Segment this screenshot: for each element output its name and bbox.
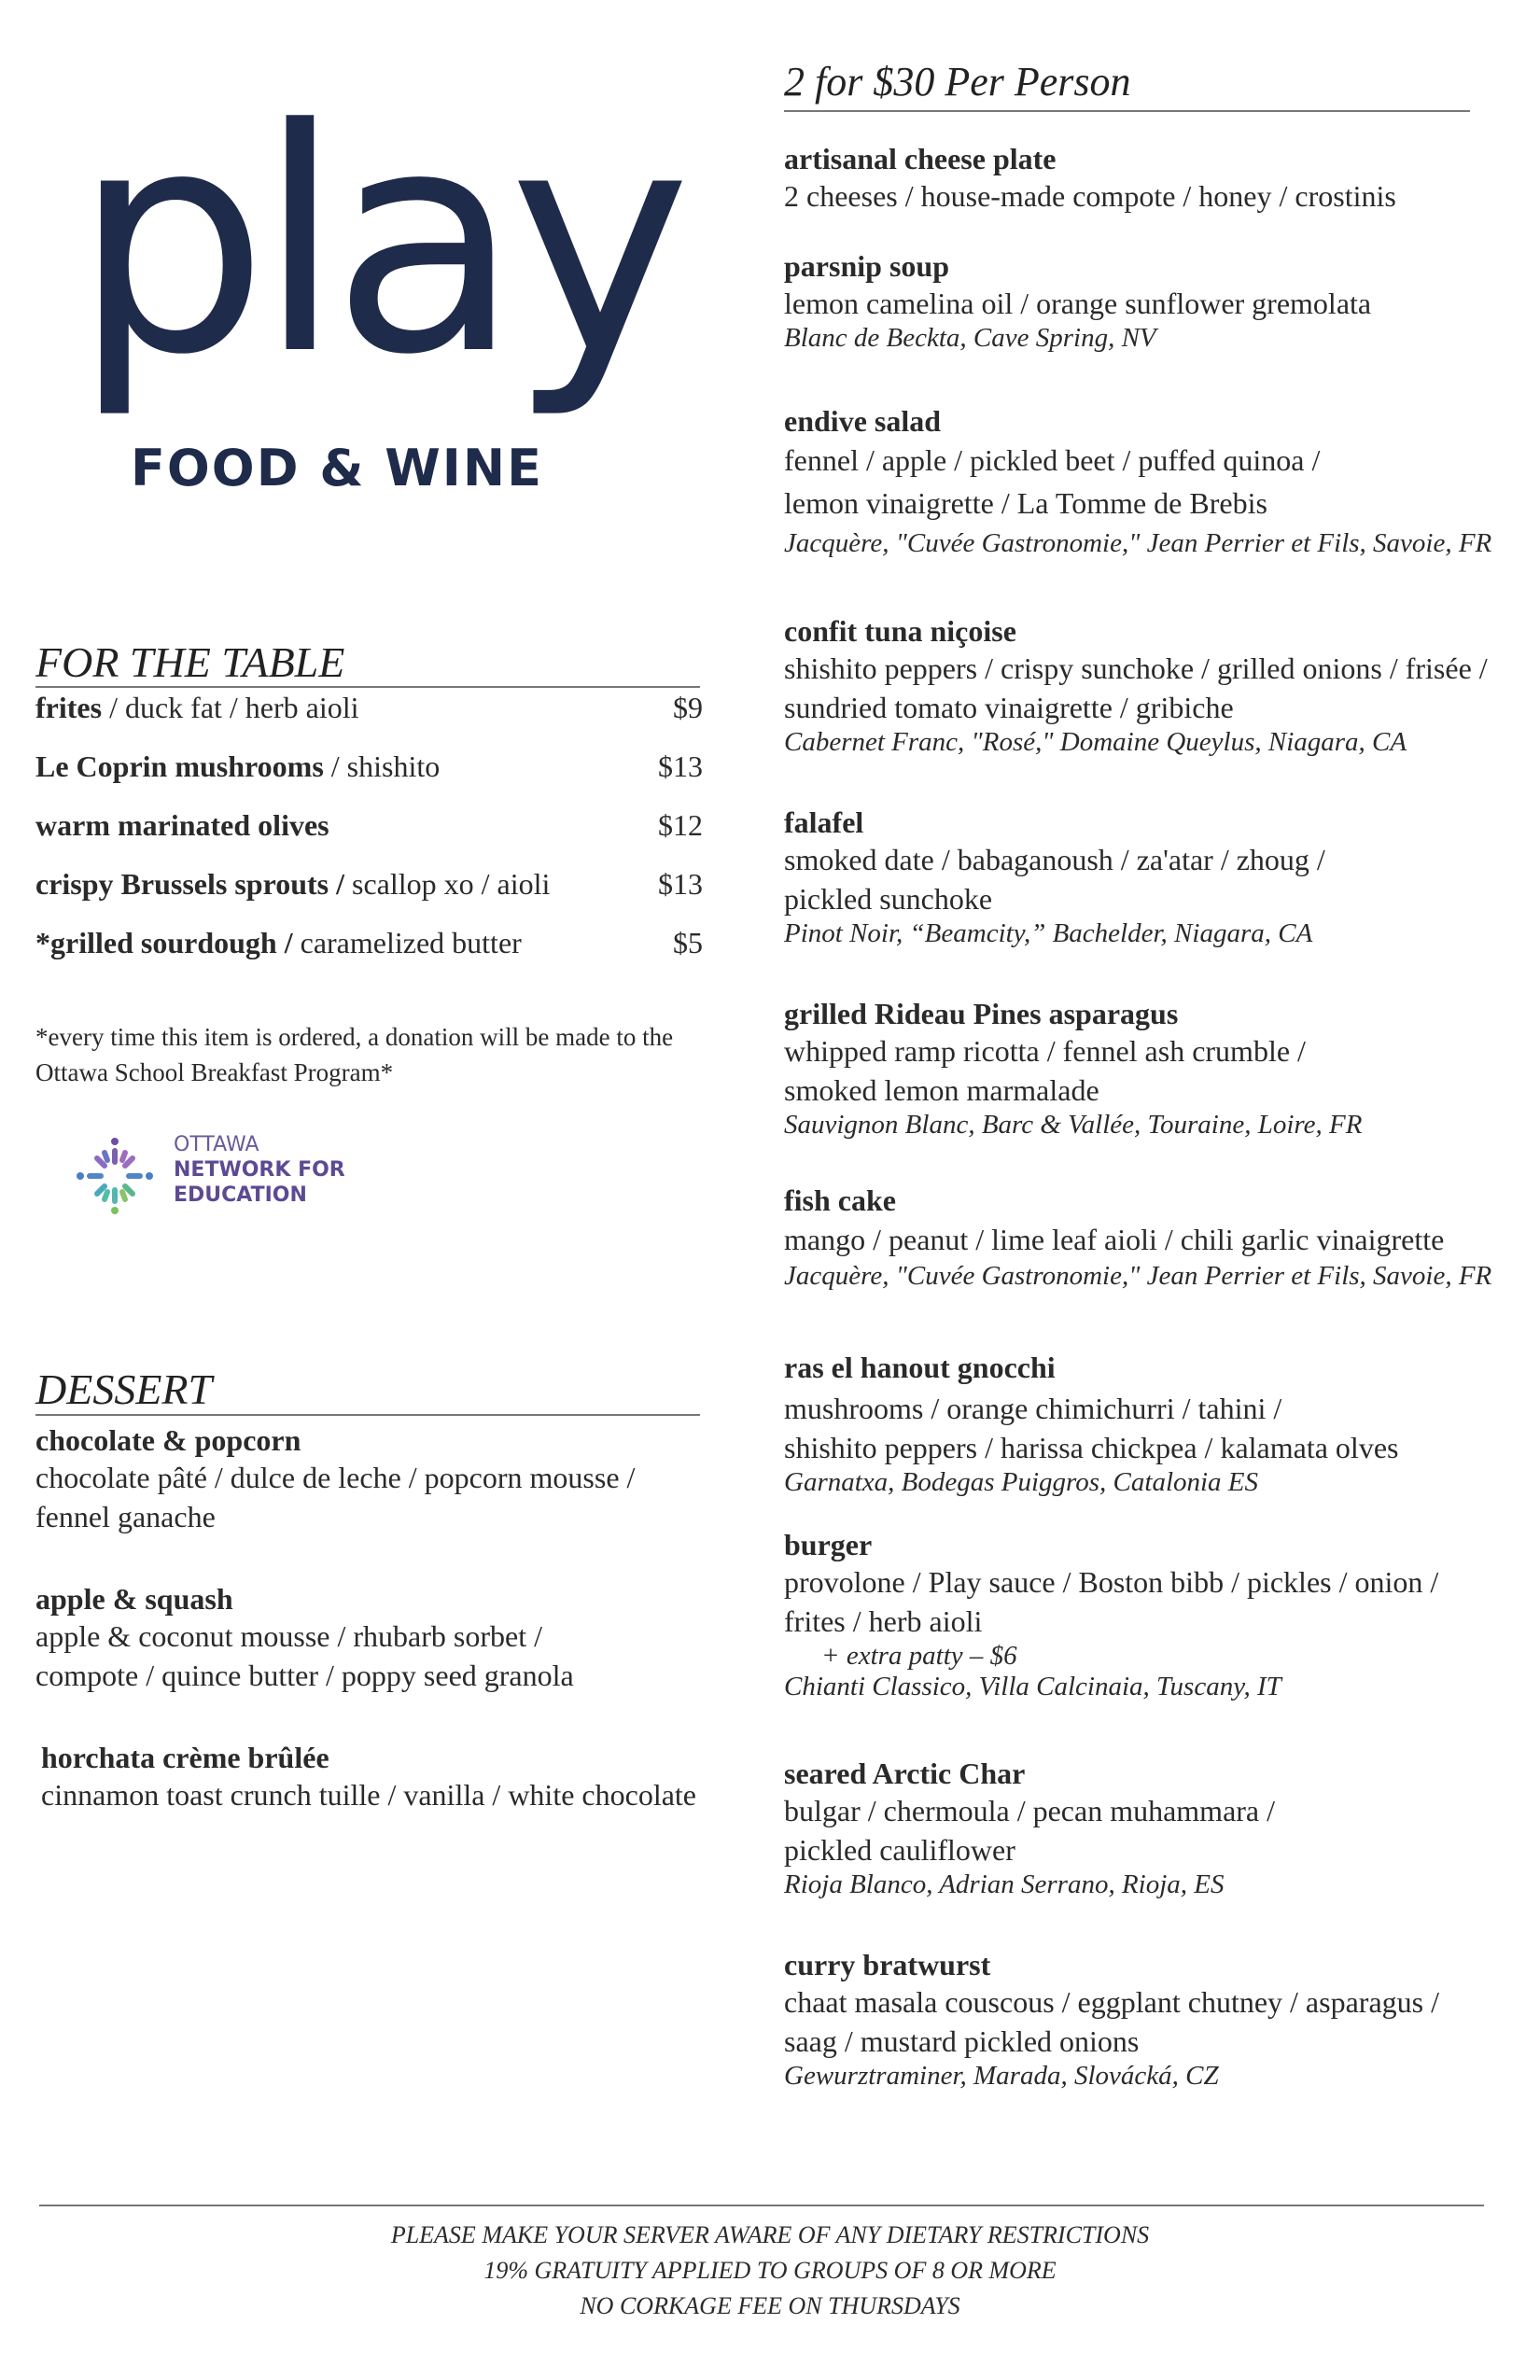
dessert-item <box>41 1741 750 1814</box>
partner-logo <box>63 1125 371 1227</box>
wine-pairing: Blanc de Beckta, Cave Spring, NV <box>784 323 1156 353</box>
partner-logo-line: OTTAWA <box>174 1133 259 1156</box>
dish-name: artisanal cheese plate <box>784 142 1057 175</box>
wine-pairing: Pinot Noir, “Beamcity,” Bachelder, Niagara, CA <box>784 918 1313 948</box>
section-divider <box>35 686 700 688</box>
dish-desc: shishito peppers / crispy sunchoke / grilled onions / frisée / <box>784 651 1488 685</box>
menu-item <box>784 614 1521 758</box>
dish-desc: chaat masala couscous / eggplant chutney / asparagus / <box>784 1985 1439 2019</box>
dessert-item <box>35 1582 745 1695</box>
dish-desc: shishito peppers / harissa chickpea / kalamata olves <box>784 1431 1399 1464</box>
dish-desc: frites / herb aioli <box>784 1604 983 1638</box>
dish-name: grilled Rideau Pines asparagus <box>784 997 1179 1030</box>
dessert-item <box>35 1423 745 1536</box>
dish-desc: mushrooms / orange chimichurri / tahini / <box>784 1392 1282 1425</box>
partner-logo-line: EDUCATION <box>174 1183 307 1207</box>
restaurant-logo: play <box>73 63 680 422</box>
menu-item <box>784 1528 1521 1702</box>
list-item <box>35 867 703 902</box>
item-name: frites <box>35 691 103 724</box>
menu-item <box>784 997 1521 1141</box>
footer-divider <box>39 2205 1484 2206</box>
item-price: $5 <box>673 926 703 959</box>
item-desc: / shishito <box>323 749 441 783</box>
menu-item <box>784 142 1521 216</box>
dish-name: confit tuna niçoise <box>784 614 1016 648</box>
item-price: $13 <box>658 867 703 901</box>
menu-item <box>784 249 1521 354</box>
dish-desc: apple & coconut mousse / rhubarb sorbet / <box>35 1619 542 1653</box>
dish-name: endive salad <box>784 404 942 438</box>
restaurant-logo-tagline: FOOD & WINE <box>131 439 543 497</box>
dish-name: horchata crème brûlée <box>41 1741 329 1774</box>
burst-icon <box>63 1125 166 1227</box>
item-desc: caramelized butter <box>292 926 522 959</box>
wine-pairing: Rioja Blanco, Adrian Serrano, Rioja, ES <box>784 1869 1225 1899</box>
dish-name: apple & squash <box>35 1582 233 1616</box>
dish-desc: mango / peanut / lime leaf aioli / chili garlic vinaigrette <box>784 1223 1445 1256</box>
dish-desc: compote / quince butter / poppy seed granola <box>35 1659 574 1692</box>
wine-pairing: Chianti Classico, Villa Calcinaia, Tuscany, IT <box>784 1672 1281 1701</box>
item-price: $9 <box>673 691 703 724</box>
footer-line: 19% GRATUITY APPLIED TO GROUPS OF 8 OR MORE <box>483 2257 1057 2284</box>
title-divider <box>784 110 1470 112</box>
extra-patty-addon: + extra patty – $6 <box>821 1641 1017 1671</box>
wine-pairing: Garnatxa, Bodegas Puiggros, Catalonia ES <box>784 1467 1259 1497</box>
item-desc: / duck fat / herb aioli <box>102 691 359 724</box>
list-item <box>35 808 703 843</box>
list-item <box>35 749 703 784</box>
list-item <box>35 691 703 725</box>
dish-desc: pickled sunchoke <box>784 882 993 916</box>
item-desc: scallop xo / aioli <box>344 867 551 901</box>
wine-pairing: Cabernet Franc, "Rosé," Domaine Queylus, Niagara, CA <box>784 727 1407 757</box>
menu-item <box>784 1948 1521 2092</box>
dish-desc: lemon camelina oil / orange sunflower gremolata <box>784 287 1372 320</box>
footer-line: NO CORKAGE FEE ON THURSDAYS <box>580 2292 960 2319</box>
item-name: Le Coprin mushrooms <box>35 749 324 783</box>
item-name: warm marinated olives <box>35 808 329 842</box>
menu-item <box>784 404 1521 559</box>
wine-pairing: Jacquère, "Cuvée Gastronomie," Jean Perrier et Fils, Savoie, FR <box>784 528 1492 558</box>
list-item <box>35 926 703 960</box>
dish-desc: smoked lemon marmalade <box>784 1073 1099 1107</box>
section-divider <box>35 1414 700 1416</box>
dish-name: chocolate & popcorn <box>35 1423 301 1457</box>
wine-pairing: Jacquère, "Cuvée Gastronomie," Jean Perrier et Fils, Savoie, FR <box>784 1261 1492 1291</box>
dish-name: ras el hanout gnocchi <box>784 1351 1056 1384</box>
dish-desc: pickled cauliflower <box>784 1833 1015 1867</box>
footer-line: PLEASE MAKE YOUR SERVER AWARE OF ANY DIETARY RESTRICTIONS <box>390 2221 1150 2248</box>
dish-desc: 2 cheeses / house-made compote / honey / crostinis <box>784 179 1396 213</box>
menu-item <box>784 1183 1521 1292</box>
dish-desc: saag / mustard pickled onions <box>784 2024 1140 2058</box>
dish-name: parsnip soup <box>784 249 949 283</box>
dish-desc: provolone / Play sauce / Boston bibb / pickles / onion / <box>784 1565 1439 1599</box>
menu-item <box>784 1351 1521 1498</box>
dish-desc: bulgar / chermoula / pecan muhammara / <box>784 1794 1276 1827</box>
dish-desc: whipped ramp ricotta / fennel ash crumble / <box>784 1034 1306 1068</box>
dish-name: seared Arctic Char <box>784 1757 1026 1790</box>
section-title-for-the-table: FOR THE TABLE <box>35 638 345 686</box>
dish-name: burger <box>784 1528 873 1561</box>
item-price: $12 <box>658 808 703 842</box>
dish-desc: smoked date / babaganoush / za'atar / zhoug / <box>784 843 1325 876</box>
dish-name: curry bratwurst <box>784 1948 991 1981</box>
dish-desc: chocolate pâté / dulce de leche / popcorn mousse / <box>35 1461 636 1494</box>
dish-desc: fennel / apple / pickled beet / puffed quinoa / <box>784 443 1321 477</box>
wine-pairing: Sauvignon Blanc, Barc & Vallée, Touraine, Loire, FR <box>784 1110 1363 1140</box>
wine-pairing: Gewurztraminer, Marada, Slovácká, CZ <box>784 2061 1219 2091</box>
donation-note: *every time this item is ordered, a donation will be made to the Ottawa School Breakfast Program* <box>35 1023 674 1086</box>
dish-desc: lemon vinaigrette / La Tomme de Brebis <box>784 486 1267 520</box>
dish-desc: sundried tomato vinaigrette / gribiche <box>784 691 1234 724</box>
page-title: 2 for $30 Per Person <box>784 59 1131 105</box>
item-name: *grilled sourdough / <box>35 926 293 959</box>
partner-logo-line: NETWORK FOR <box>174 1158 345 1182</box>
dish-name: falafel <box>784 805 864 839</box>
dish-desc: cinnamon toast crunch tuille / vanilla / white chocolate <box>41 1778 696 1812</box>
section-title-dessert: DESSERT <box>35 1365 213 1413</box>
menu-item <box>784 805 1521 949</box>
item-name: crispy Brussels sprouts / <box>35 867 345 901</box>
dish-name: fish cake <box>784 1183 896 1217</box>
item-price: $13 <box>658 749 703 783</box>
dish-desc: fennel ganache <box>35 1500 216 1533</box>
menu-item <box>784 1757 1521 1900</box>
